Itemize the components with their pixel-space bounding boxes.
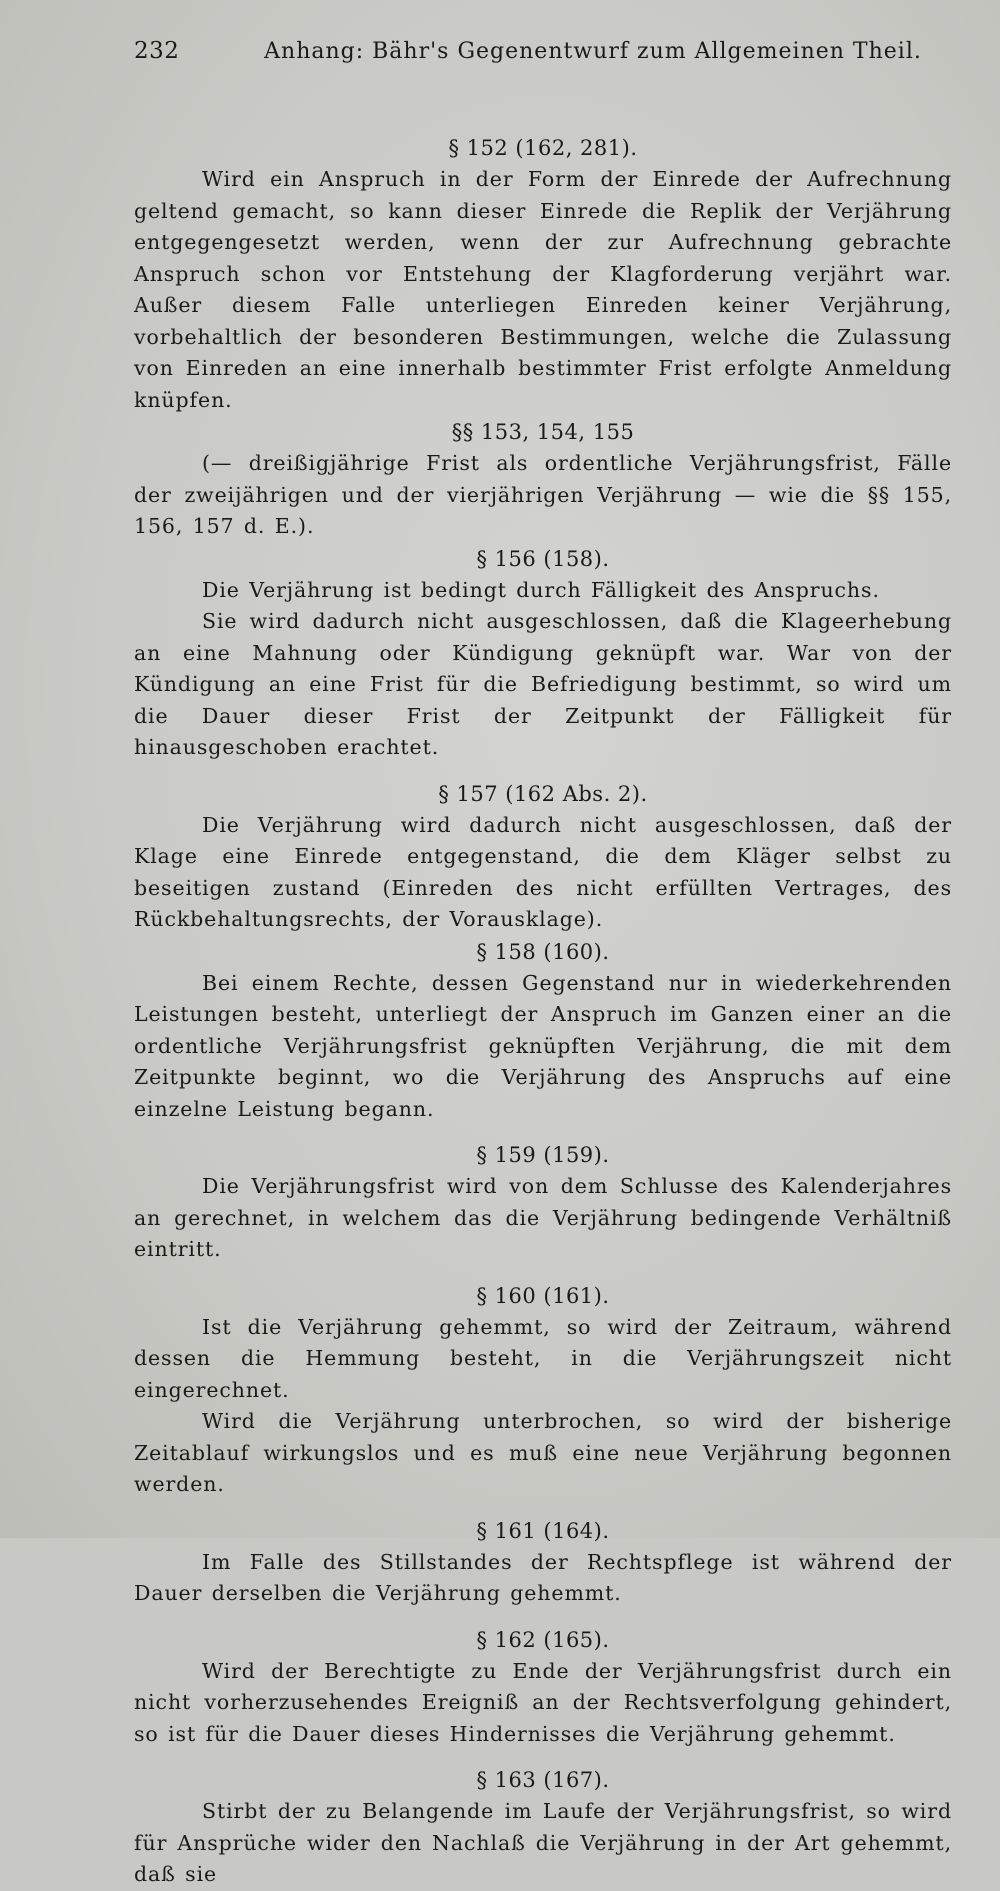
section-heading: § 157 (162 Abs. 2).	[438, 781, 648, 806]
section-paragraph: (— dreißigjährige Frist als ordentliche Verjährungsfrist, Fälle der zweijährigen und der vierjährigen Verjährung — wie die §§ 155, 156, 157 d. E.).	[134, 451, 952, 538]
running-head	[134, 38, 952, 84]
section-paragraph: Die Verjährung wird dadurch nicht ausgeschlossen, daß der Klage eine Einrede entgegenstand, die dem Kläger selbst zu beseitigen zustand (Einreden des nicht erfüllten Vertrages, des Rückbehaltungsrechts, der Vorausklage).	[134, 812, 952, 931]
section-heading: § 161 (164).	[476, 1518, 610, 1543]
section-heading: § 156 (158).	[476, 546, 610, 571]
section-paragraph: Sie wird dadurch nicht ausgeschlossen, daß die Klageerhebung an eine Mahnung oder Kündigung geknüpft war. War von der Kündigung an eine Frist für die Befriedigung bestimmt, so wird um die Dauer dieser Frist der Zeitpunkt der Fälligkeit für hinausgeschoben erachtet.	[134, 609, 952, 759]
section-heading: § 160 (161).	[476, 1283, 610, 1308]
section-paragraph: Die Verjährung ist bedingt durch Fälligkeit des Anspruchs.	[202, 577, 880, 602]
section-heading: § 158 (160).	[476, 939, 610, 964]
section-paragraph: Bei einem Rechte, dessen Gegenstand nur in wiederkehrenden Leistungen besteht, unterliegt der Anspruch im Ganzen einer an die ordentliche Verjährungsfrist geknüpften Verjährung, die mit dem Zeitpunkte beginnt, wo die Verjährung des Anspruchs auf eine einzelne Leistung begann.	[134, 970, 952, 1121]
section-paragraph: Ist die Verjährung gehemmt, so wird der Zeitraum, während dessen die Hemmung besteht, in die Verjährungszeit nicht eingerechnet.	[134, 1314, 952, 1402]
section-paragraph: Im Falle des Stillstandes der Rechtspflege ist während der Dauer derselben die Verjährung gehemmt.	[134, 1549, 952, 1605]
section-heading: § 163 (167).	[476, 1768, 610, 1792]
section-heading: § 162 (165).	[476, 1627, 610, 1652]
running-title: Anhang: Bähr's Gegenentwurf zum Allgemeinen Theil.	[264, 39, 922, 64]
section-heading: § 159 (159).	[476, 1143, 610, 1167]
section-paragraph: Stirbt der zu Belangende im Laufe der Verjährungsfrist, so wird für Ansprüche wider den Nachlaß die Verjährung in der Art gehemmt, daß sie	[134, 1799, 952, 1886]
section-heading: §§ 153, 154, 155	[451, 420, 635, 444]
page-body	[134, 132, 952, 1891]
section-heading: § 152 (162, 281).	[448, 136, 638, 160]
page-number: 232	[134, 38, 180, 64]
section-paragraph: Wird ein Anspruch in der Form der Einrede der Aufrechnung geltend gemacht, so kann dieser Einrede die Replik der Verjährung entgegengesetzt werden, wenn der zur Aufrechnung gebrachte Anspruch schon vor Entstehung der Klagforderung verjährt war. Außer diesem Falle unterliegen Einreden keiner Verjährung, vorbehaltlich der besonderen Bestimmungen, welche die Zulassung von Einreden an eine innerhalb bestimmter Frist erfolgte Anmeldung knüpfen.	[134, 167, 952, 412]
section-paragraph: Wird die Verjährung unterbrochen, so wird der bisherige Zeitablauf wirkungslos und es muß eine neue Verjährung begonnen werden.	[134, 1409, 952, 1496]
section-paragraph: Die Verjährungsfrist wird von dem Schlusse des Kalenderjahres an gerechnet, in welchem das die Verjährung bedingende Verhältniß eintritt.	[134, 1174, 952, 1261]
section-paragraph: Wird der Berechtigte zu Ende der Verjährungsfrist durch ein nicht vorherzusehendes Ereigniß an der Rechtsverfolgung gehindert, so ist für die Dauer dieses Hindernisses die Verjährung gehemmt.	[134, 1658, 952, 1746]
